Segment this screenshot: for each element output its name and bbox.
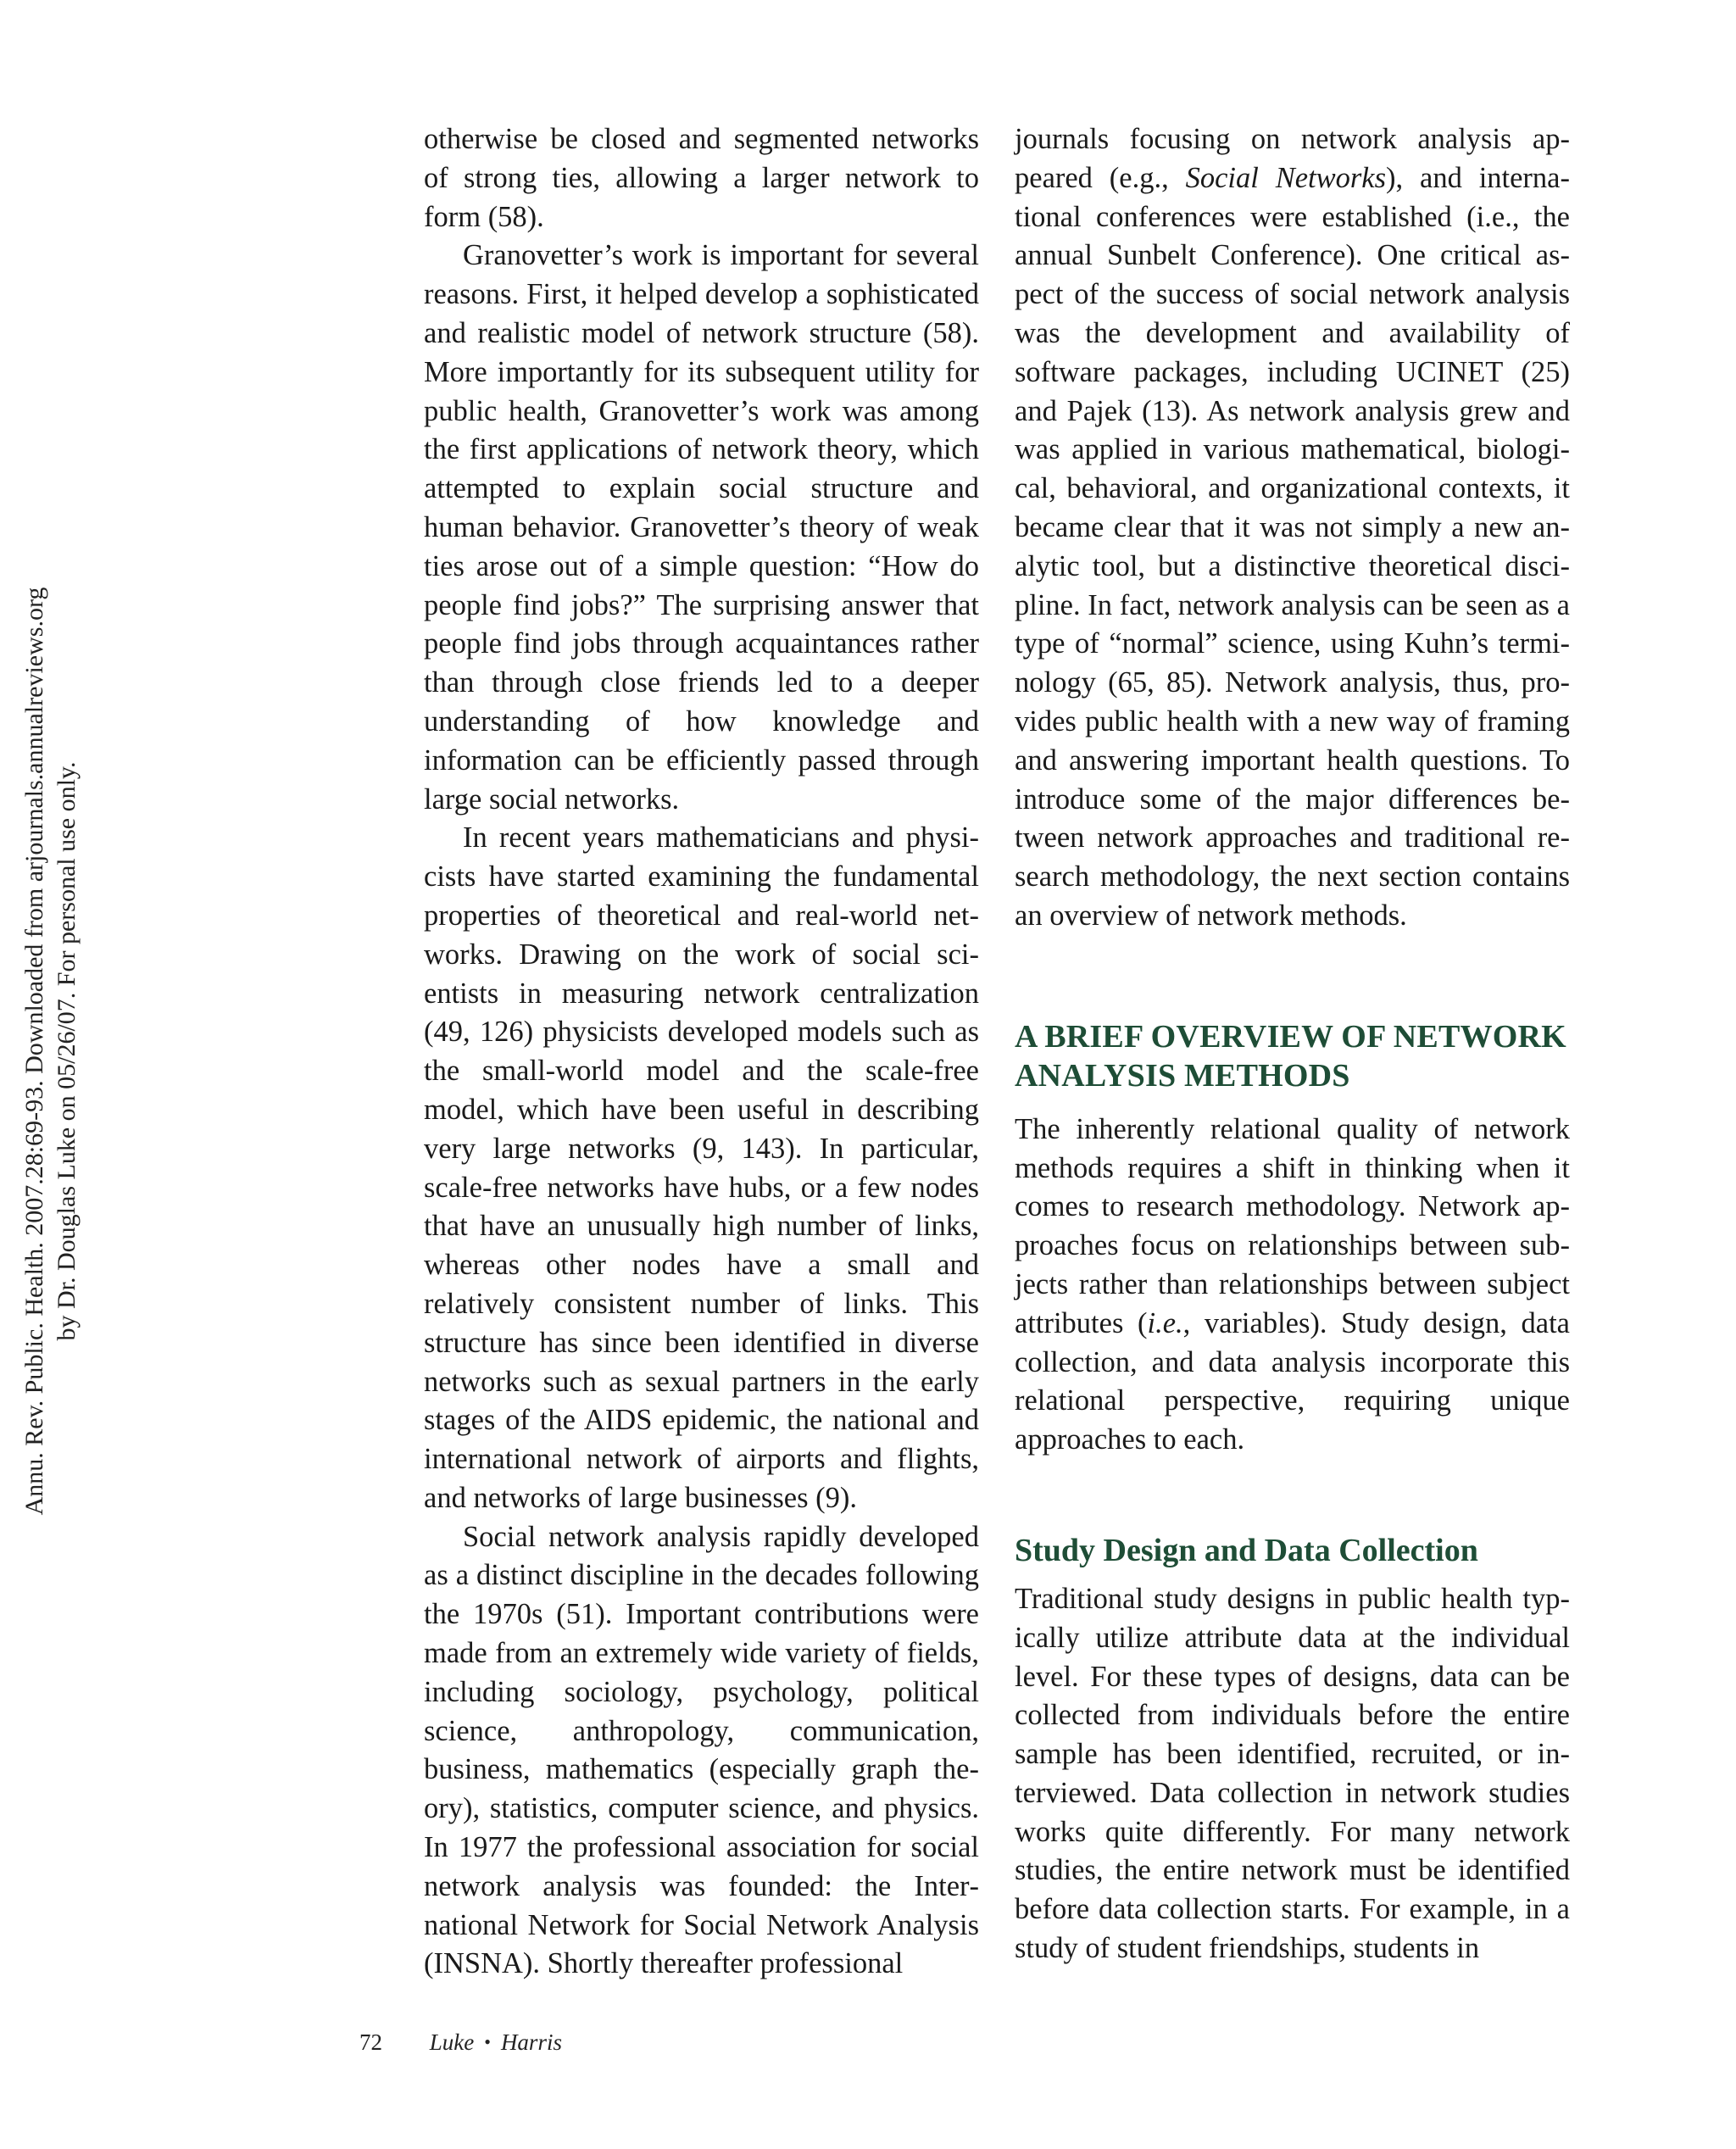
- page-footer: [359, 2029, 562, 2056]
- subsection-heading: Study Design and Data Collection: [1015, 1532, 1478, 1568]
- author-name: Harris: [500, 2029, 562, 2055]
- paragraph-text: , variables). Study design, data collection, and data analysis incorporate this relational perspective, requiring unique approaches to each.: [1015, 1306, 1570, 1456]
- paragraph: Social network analysis rapidly developed as a distinct discipline in the decades following the 1970s (51). Important contributions were made from an extremely wide variety of fields, including sociology, psychology, political science, anthropology, communication, business, mathematics (especially graph theory), statistics, computer science, and physics. In 1977 the professional association for social network analysis was founded: the International Network for Social Network Analysis (INSNA). Shortly thereafter professional: [424, 1520, 979, 1980]
- page-number: 72: [359, 2029, 382, 2055]
- running-authors: [430, 2029, 562, 2055]
- paragraph: In recent years mathematicians and physicists have started examining the fundamental properties of theoretical and real-world networks. Drawing on the work of social scientists in measuring network centralization (49, 126) physicists developed models such as the small-world model and the scale-free model, which have been useful in describing very large networks (9, 143). In particular, scale-free networks have hubs, or a few nodes that have an unusually high number of links, whereas other nodes have a small and relatively consistent number of links. This structure has since been identified in diverse networks such as sexual partners in the early stages of the AIDS epidemic, the national and international network of airports and flights, and networks of large businesses (9).: [424, 821, 979, 1514]
- paragraph: otherwise be closed and segmented networks of strong ties, allowing a larger network to form (58).: [424, 123, 979, 233]
- paragraph-text: The inherently relational quality of network methods requires a shift in thinking when it comes to research methodology. Network approaches focus on relationships between subjects rather than relationships between subject attributes (: [1015, 1112, 1570, 1339]
- bullet-separator: •: [484, 2031, 491, 2052]
- paragraph: Granovetter’s work is important for several reasons. First, it helped develop a sophisticated and realistic model of network structure (58). More importantly for its subsequent utility for public health, Granovetter’s work was among the first applications of network theory, which attempted to explain social structure and human behavior. Granovetter’s theory of weak ties arose out of a simple question: “How do people find jobs?” The surprising answer that people find jobs through acquaintances rather than through close friends led to a deeper understanding of how knowledge and information can be efficiently passed through large social networks.: [424, 239, 979, 816]
- paragraph-text: ), and international conferences were established (i.e., the annual Sunbelt Conference). One critical aspect of the success of social network analysis was the development and availability of software packages, including UCINET (25) and Pajek (13). As network analysis grew and was applied in various mathematical, biological, behavioral, and organizational contexts, it became clear that it was not simply a new analytic tool, but a distinctive theoretical discipline. In fact, network analysis can be seen as a type of “normal” science, using Kuhn’s terminology (65, 85). Network analysis, thus, provides public health with a new way of framing and answering important health questions. To introduce some of the major differences between network approaches and traditional research methodology, the next section contains an overview of network methods.: [1015, 161, 1570, 932]
- right-column: [1015, 120, 1570, 1968]
- section-heading: A BRIEF OVERVIEW OF NETWORK ANALYSIS METHODS: [1015, 1018, 1566, 1094]
- download-notice-line-1: Annu. Rev. Public. Health. 2007.28:69-93. Downloaded from arjournals.annualreviews.org: [20, 587, 48, 1516]
- paragraph: Traditional study designs in public health typically utilize attribute data at the individual level. For these types of designs, data can be collected from individuals before the entire sample has been identified, recruited, or interviewed. Data collection in network studies works quite differently. For many network studies, the entire network must be identified before data collection starts. For example, in a study of student friendships, students in: [1015, 1582, 1570, 1965]
- paragraph: [1015, 120, 1570, 936]
- italic-abbreviation: i.e.: [1147, 1306, 1183, 1339]
- author-name: Luke: [429, 2029, 475, 2055]
- download-notice: [19, 543, 83, 1560]
- paragraph-text: journals focusing on network analysis appeared (e.g.,: [1015, 123, 1570, 194]
- left-column: [424, 120, 979, 1984]
- download-notice-line-2: by Dr. Douglas Luke on 05/26/07. For personal use only.: [53, 761, 81, 1341]
- paragraph: [1015, 1111, 1570, 1460]
- journal-title: Social Networks: [1185, 161, 1387, 194]
